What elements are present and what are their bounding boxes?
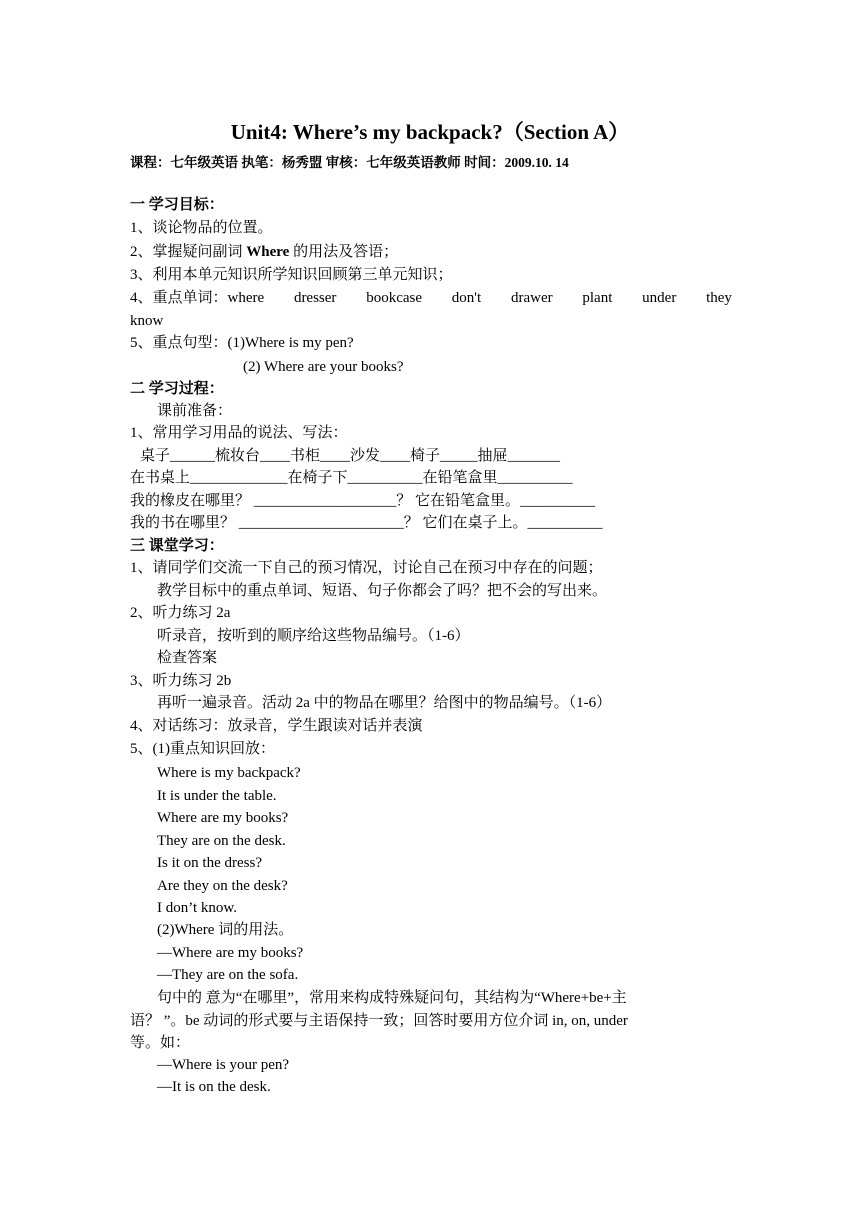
example-sentence: —They are on the sofa.	[157, 967, 299, 983]
example-sentence: Is it on the dress?	[157, 855, 262, 871]
prep-label: 课前准备：	[157, 403, 233, 419]
example-sentence: Where is my backpack?	[157, 765, 301, 781]
vocab-word: plant	[582, 290, 613, 306]
objective-2-part-b: 的用法及答语；	[293, 244, 399, 260]
vocab-word: don't	[451, 290, 482, 306]
class-step: 4、对话练习：放录音，学生跟读对话并表演	[130, 718, 423, 734]
class-step: 5、(1)重点知识回放：	[130, 741, 275, 757]
class-step: 再听一遍录音。活动 2a 中的物品在哪里？给图中的物品编号。（1-6）	[157, 695, 612, 711]
vocab-word: under	[642, 290, 677, 306]
example-sentence: I don’t know.	[157, 900, 237, 916]
final-example: —It is on the desk.	[157, 1079, 271, 1095]
example-sentence: Are they on the desk?	[157, 878, 288, 894]
class-step: 2、听力练习 2a	[130, 605, 231, 621]
objective-2-part-a: 2、掌握疑问副词	[130, 244, 243, 260]
explanation-line-1: 句中的 意为“在哪里”，常用来构成特殊疑问句，其结构为“Where+be+主	[157, 990, 627, 1006]
example-sentence: Where are my books?	[157, 810, 289, 826]
explanation-line-2: 语？ ”。be 动词的形式要与主语保持一致；回答时要用方位介词 in, on, under	[130, 1013, 628, 1029]
example-sentence: —Where are my books?	[157, 945, 304, 961]
class-step: 听录音，按听到的顺序给这些物品编号。（1-6）	[157, 628, 470, 644]
objective-3: 3、利用本单元知识所学知识回顾第三单元知识；	[130, 267, 453, 283]
class-step: 3、听力练习 2b	[130, 673, 232, 689]
class-step: 教学目标中的重点单词、短语、句子你都会了吗？把不会的写出来。	[157, 583, 608, 599]
class-step: 检查答案	[157, 650, 218, 666]
prep-item-1: 1、常用学习用品的说法、写法：	[130, 425, 348, 441]
blank-line-4: 我的书在哪里？ ______________________？ 它们在桌子上。__________	[130, 515, 603, 531]
blank-line-3: 我的橡皮在哪里？ ___________________？ 它在铅笔盒里。__________	[130, 493, 596, 509]
example-sentence: (2)Where 词的用法。	[157, 922, 294, 938]
class-step: 1、请同学们交流一下自己的预习情况，讨论自己在预习中存在的问题；	[130, 560, 603, 576]
vocab-word: bookcase	[366, 290, 423, 306]
section-1-heading: 一 学习目标：	[130, 197, 224, 213]
example-sentence: They are on the desk.	[157, 833, 286, 849]
key-sentence-1: 5、重点句型：(1)Where is my pen?	[130, 335, 354, 351]
document-meta-line: 课程：七年级英语 执笔：杨秀盟 审核：七年级英语教师 时间：2009.10. 14	[130, 155, 569, 170]
objective-1: 1、谈论物品的位置。	[130, 220, 273, 236]
vocabulary-line	[130, 287, 732, 309]
example-sentence: It is under the table.	[157, 788, 277, 804]
vocab-word: 4、重点单词：where	[130, 290, 265, 306]
blank-line-1: 桌子______梳妆台____书柜____沙发____椅子_____抽屉_______	[140, 448, 561, 464]
section-3-heading: 三 课堂学习：	[130, 538, 224, 554]
blank-line-2: 在书桌上_____________在椅子下__________在铅笔盒里__________	[130, 470, 573, 486]
explanation-line-3: 等。如：	[130, 1035, 191, 1051]
vocab-word: they	[706, 290, 732, 306]
final-example: —Where is your pen?	[157, 1057, 290, 1073]
document-title: Unit4: Where’s my backpack?（Section A）	[230, 120, 630, 144]
section-2-heading: 二 学习过程：	[130, 381, 224, 397]
vocab-word: drawer	[510, 290, 553, 306]
vocab-wrap-word: know	[130, 313, 164, 329]
objective-2-keyword: Where	[246, 244, 290, 260]
objective-2	[130, 241, 732, 263]
key-sentence-2: (2) Where are your books?	[243, 359, 404, 375]
vocab-word: dresser	[293, 290, 337, 306]
